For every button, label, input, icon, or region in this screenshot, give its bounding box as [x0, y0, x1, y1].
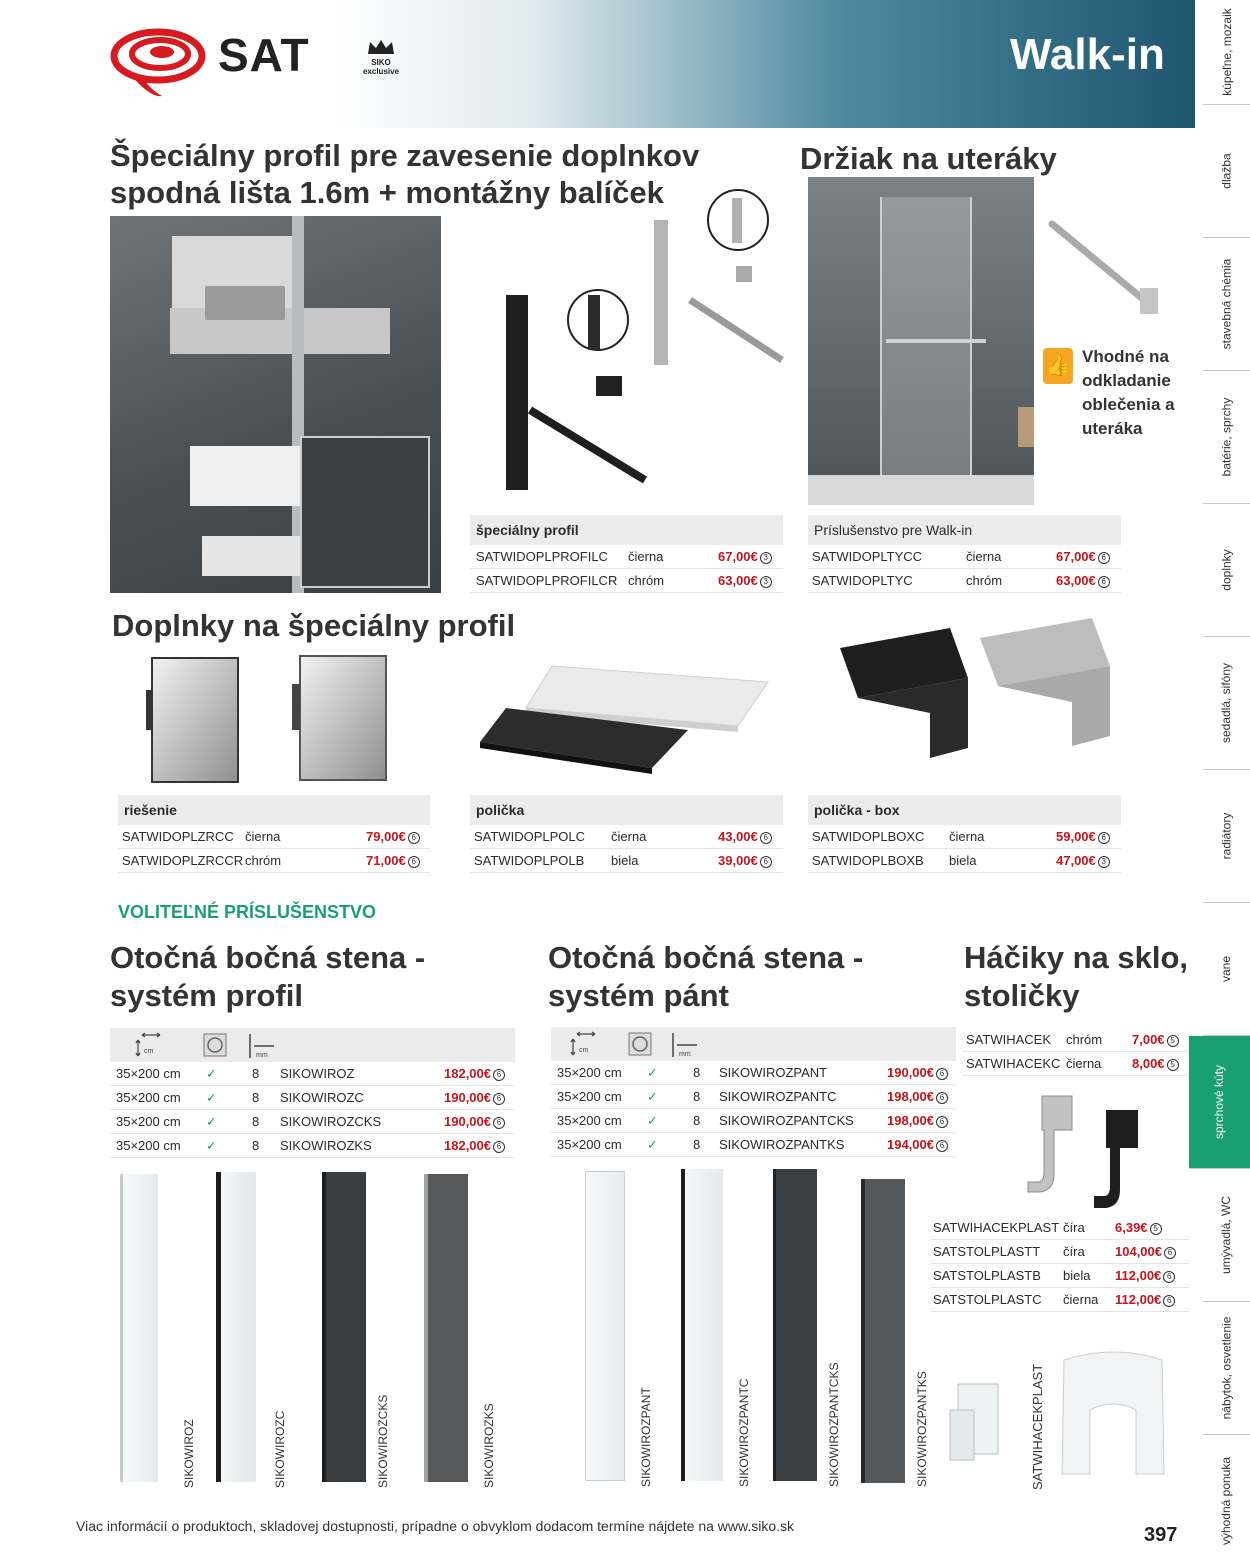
- product-color: čierna: [966, 549, 1002, 564]
- product-price: 7,00€: [1132, 1032, 1165, 1047]
- product-price: 198,00€: [887, 1089, 934, 1104]
- side-tab-label: batérie, sprchy: [1219, 397, 1234, 477]
- section1-title-line1: Špeciálny profil pre zavesenie doplnkov: [110, 138, 700, 173]
- price-cell: [444, 1110, 505, 1134]
- thickness-cell: 8: [252, 1066, 260, 1081]
- glass-panel: [120, 1174, 158, 1482]
- product-color: číra: [1063, 1244, 1085, 1259]
- price-cell: [887, 1109, 948, 1133]
- special-profile-product-image: [470, 180, 790, 510]
- side-tab-doplnky[interactable]: [1203, 504, 1250, 637]
- table-row: [808, 569, 1121, 593]
- table-row: [808, 825, 1121, 849]
- side-tab-radiatory[interactable]: [1203, 770, 1250, 903]
- svg-text:mm: mm: [256, 1052, 268, 1059]
- product-color: biela: [1063, 1268, 1091, 1283]
- siko-exclusive-badge: [356, 38, 406, 76]
- product-price: 190,00€: [444, 1090, 491, 1105]
- side-tab-label: doplnky: [1219, 549, 1234, 591]
- product-color: chróm: [628, 573, 665, 588]
- product-code: SATSTOLPLASTT: [933, 1244, 1041, 1259]
- side-tab-baterie[interactable]: [1203, 371, 1250, 504]
- thickness-icon: [669, 1031, 699, 1059]
- glass-icon: [202, 1032, 228, 1058]
- product-code: SATWIHACEKPLAST: [933, 1220, 1060, 1235]
- plastic-hook-and-stool-image: [944, 1340, 1194, 1490]
- size-cell: 35×200 cm: [557, 1065, 622, 1080]
- section4-title-line1: Otočná bočná stena -: [110, 940, 426, 975]
- product-color: čierna: [611, 829, 647, 844]
- delivery-glyph: 3: [1098, 856, 1110, 868]
- section6-title-line1: Háčiky na sklo,: [964, 940, 1189, 975]
- product-code: SIKOWIROZCKS: [280, 1114, 382, 1129]
- table-row: [962, 1028, 1188, 1052]
- product-code: SIKOWIROZPANTC: [719, 1089, 837, 1104]
- delivery-glyph: 6: [493, 1069, 505, 1081]
- check-icon: ✓: [206, 1090, 217, 1105]
- towel-holder-note: Vhodné na odkladanie oblečenia a uteráka: [1082, 347, 1175, 438]
- product-code: SATWIDOPLZRCC: [122, 829, 234, 844]
- product-code: SIKOWIROZ: [280, 1066, 355, 1081]
- product-price: 71,00€: [366, 853, 406, 868]
- table-row: [931, 1288, 1189, 1312]
- special-profile-price-table: [470, 515, 783, 593]
- delivery-glyph: 6: [1163, 1295, 1175, 1307]
- mirror-product-image: [140, 650, 400, 790]
- delivery-glyph: 5: [1167, 1035, 1179, 1047]
- shower-walkin-photo: [808, 177, 1034, 505]
- delivery-glyph: 5: [1150, 1223, 1162, 1235]
- side-tab-label: radiátory: [1219, 812, 1234, 860]
- product-code: SATWIDOPLTYCC: [812, 549, 923, 564]
- section3-title: Doplnky na špeciálny profil: [112, 608, 516, 643]
- product-price: 190,00€: [444, 1114, 491, 1129]
- price-cell: [444, 1134, 505, 1158]
- side-tab-sprchove-kuty[interactable]: [1189, 1036, 1250, 1169]
- table-header: Príslušenstvo pre Walk-in: [808, 515, 1121, 545]
- panel-label: SIKOWIROZPANTKS: [915, 1371, 929, 1487]
- table-header: polička: [470, 795, 783, 825]
- hinge-system-rows: [551, 1061, 956, 1157]
- side-tab-label: stavebná chémia: [1219, 258, 1234, 350]
- hook-plast-label: SATWIHACEKPLAST: [1030, 1363, 1045, 1490]
- table-row: [962, 1052, 1188, 1076]
- product-color: číra: [1063, 1220, 1085, 1235]
- bathroom-profile-photo: [110, 216, 441, 593]
- product-color: čierna: [245, 829, 281, 844]
- page-number: 397: [1144, 1524, 1178, 1546]
- side-tab-label: dlažba: [1219, 153, 1234, 189]
- product-price: 190,00€: [887, 1065, 934, 1080]
- dimension-icon: [134, 1032, 164, 1058]
- delivery-glyph: 6: [408, 832, 420, 844]
- side-tab-kupelne[interactable]: [1203, 0, 1250, 105]
- delivery-glyph: 6: [936, 1116, 948, 1128]
- product-code: SATWIDOPLZRCCR: [122, 853, 244, 868]
- table-row: [470, 825, 783, 849]
- table-header: polička - box: [808, 795, 1121, 825]
- price-cell: [1132, 1028, 1179, 1052]
- product-price: 43,00€: [718, 829, 758, 844]
- size-cell: 35×200 cm: [557, 1137, 622, 1152]
- product-price: 47,00€: [1056, 853, 1096, 868]
- delivery-glyph: 6: [1098, 576, 1110, 588]
- product-price: 112,00€: [1115, 1292, 1162, 1307]
- table-row: [808, 545, 1121, 569]
- price-cell: [887, 1061, 948, 1085]
- glass-panel: [773, 1169, 817, 1481]
- check-icon: ✓: [206, 1138, 217, 1153]
- table-row: [470, 849, 783, 873]
- table-row: [931, 1264, 1189, 1288]
- size-cell: 35×200 cm: [116, 1138, 181, 1153]
- profile-system-rows: [110, 1062, 515, 1158]
- size-cell: 35×200 cm: [116, 1090, 181, 1105]
- product-color: chróm: [1066, 1032, 1103, 1047]
- section2-title: Držiak na uteráky: [800, 141, 1057, 176]
- check-icon: ✓: [647, 1065, 658, 1080]
- hinge-system-table: [551, 1027, 956, 1157]
- check-icon: ✓: [647, 1113, 658, 1128]
- glass-hooks-product-image: [1020, 1090, 1160, 1210]
- glass-panel: [424, 1174, 468, 1482]
- table-row: [110, 1134, 515, 1158]
- delivery-glyph: 6: [760, 832, 772, 844]
- walkin-accessory-price-table: [808, 515, 1121, 593]
- side-tab-stavebna-chemia[interactable]: [1203, 238, 1250, 371]
- glass-panel: [322, 1172, 366, 1482]
- price-cell: [887, 1085, 948, 1109]
- delivery-glyph: 6: [493, 1093, 505, 1105]
- table-row: [808, 849, 1121, 873]
- dimension-icon: [569, 1031, 599, 1057]
- thickness-cell: 8: [252, 1090, 260, 1105]
- delivery-glyph: 6: [493, 1117, 505, 1129]
- product-code: SATSTOLPLASTB: [933, 1268, 1041, 1283]
- thickness-cell: 8: [693, 1089, 701, 1104]
- thickness-cell: 8: [252, 1138, 260, 1153]
- price-cell: [1132, 1052, 1179, 1076]
- size-cell: 35×200 cm: [116, 1114, 181, 1129]
- thickness-cell: 8: [693, 1137, 701, 1152]
- delivery-glyph: 6: [1163, 1271, 1175, 1283]
- product-code: SIKOWIROZKS: [280, 1138, 372, 1153]
- table-header: [110, 1028, 515, 1062]
- table-row: [931, 1216, 1189, 1240]
- section1-title-line2: spodná lišta 1.6m + montážny balíček: [110, 175, 664, 210]
- product-code: SATWIHACEKC: [966, 1056, 1061, 1071]
- table-header: riešenie: [118, 795, 430, 825]
- towel-holder-product-image: [1044, 216, 1164, 326]
- stools-price-table: [931, 1216, 1189, 1312]
- product-color: chróm: [966, 573, 1003, 588]
- panel-label: SIKOWIROZPANTC: [737, 1378, 751, 1487]
- panel-label: SIKOWIROZCKS: [376, 1394, 390, 1488]
- table-row: [551, 1061, 956, 1085]
- delivery-glyph: 6: [936, 1140, 948, 1152]
- product-price: 59,00€: [1056, 829, 1096, 844]
- panel-label: SIKOWIROZC: [273, 1410, 287, 1488]
- thickness-cell: 8: [693, 1065, 701, 1080]
- table-row: [551, 1109, 956, 1133]
- side-tab-label: umývadlá, WC: [1219, 1195, 1234, 1275]
- delivery-glyph: 6: [1164, 1247, 1176, 1259]
- product-code: SIKOWIROZPANTKS: [719, 1137, 845, 1152]
- glass-panel: [585, 1171, 625, 1481]
- table-row: [118, 849, 430, 873]
- product-price: 63,00€: [718, 573, 758, 588]
- product-code: SATWIDOPLBOXB: [812, 853, 924, 868]
- product-code: SATWIDOPLPOLB: [474, 853, 585, 868]
- product-code: SIKOWIROZC: [280, 1090, 364, 1105]
- product-color: čierna: [628, 549, 664, 564]
- table-row: [931, 1240, 1189, 1264]
- product-code: SIKOWIROZPANTCKS: [719, 1113, 854, 1128]
- product-price: 67,00€: [718, 549, 758, 564]
- thickness-icon: [246, 1032, 276, 1060]
- side-tab-label: vane: [1219, 955, 1234, 983]
- hooks-price-table: [962, 1028, 1188, 1076]
- shelf-box-price-table: [808, 795, 1121, 873]
- panel-label: SIKOWIROZPANT: [639, 1387, 653, 1487]
- section5-title-line1: Otočná bočná stena -: [548, 940, 864, 975]
- delivery-glyph: 3: [760, 552, 772, 564]
- price-cell: [1115, 1216, 1162, 1240]
- price-cell: [887, 1133, 948, 1157]
- product-code: SIKOWIROZPANT: [719, 1065, 828, 1080]
- product-code: SATWIDOPLPROFILCR: [476, 573, 618, 588]
- side-tab-sedadla[interactable]: [1203, 637, 1250, 770]
- product-color: čierna: [1066, 1056, 1102, 1071]
- thumbs-up-icon: 👍: [1043, 348, 1073, 384]
- product-price: 198,00€: [887, 1113, 934, 1128]
- table-row: [118, 825, 430, 849]
- mirror-price-table: [118, 795, 430, 873]
- size-cell: 35×200 cm: [557, 1089, 622, 1104]
- panel-label: SIKOWIROZPANTCKS: [827, 1362, 841, 1487]
- glass-panel: [216, 1172, 256, 1482]
- product-code: SATWIDOPLTYC: [812, 573, 913, 588]
- delivery-glyph: 6: [493, 1141, 505, 1153]
- product-code: SATSTOLPLASTC: [933, 1292, 1042, 1307]
- price-cell: [444, 1062, 505, 1086]
- side-tab-umyvadla[interactable]: [1203, 1169, 1250, 1302]
- hinge-system-panels: [555, 1165, 955, 1490]
- panel-label: SIKOWIROZKS: [482, 1403, 496, 1488]
- glass-panel: [861, 1179, 905, 1483]
- check-icon: ✓: [647, 1137, 658, 1152]
- delivery-glyph: 6: [408, 856, 420, 868]
- price-cell: [1115, 1240, 1176, 1264]
- side-tab-nabytok[interactable]: [1203, 1302, 1250, 1435]
- table-header: [551, 1027, 956, 1061]
- product-code: SATWIDOPLBOXC: [812, 829, 925, 844]
- page-title: Walk-in: [1010, 30, 1165, 79]
- svg-text:mm: mm: [679, 1051, 691, 1058]
- side-tab-label: nábytok, osvetlenie: [1219, 1316, 1234, 1420]
- section4-title-line2: systém profil: [110, 978, 303, 1013]
- profile-system-panels: [110, 1168, 520, 1488]
- product-price: 194,00€: [887, 1137, 934, 1152]
- product-color: biela: [949, 853, 977, 868]
- shelf-product-image: [476, 658, 772, 778]
- category-side-tabs: [1203, 0, 1250, 1567]
- delivery-glyph: 6: [936, 1068, 948, 1080]
- section6-title-line2: stoličky: [964, 978, 1080, 1013]
- table-row: [470, 569, 783, 593]
- side-tab-label: sedadlá, sifóny: [1219, 662, 1234, 744]
- section5-title-line2: systém pánt: [548, 978, 729, 1013]
- product-price: 6,39€: [1115, 1220, 1148, 1235]
- table-row: [470, 545, 783, 569]
- product-code: SATWIDOPLPOLC: [474, 829, 586, 844]
- product-price: 182,00€: [444, 1066, 491, 1081]
- size-cell: 35×200 cm: [116, 1066, 181, 1081]
- glass-panel: [681, 1169, 723, 1481]
- profile-system-table: [110, 1028, 515, 1158]
- badge-line1: SIKO: [371, 58, 391, 67]
- check-icon: ✓: [647, 1089, 658, 1104]
- product-code: SATWIHACEK: [966, 1032, 1051, 1047]
- price-cell: [1115, 1264, 1175, 1288]
- table-row: [110, 1086, 515, 1110]
- size-cell: 35×200 cm: [557, 1113, 622, 1128]
- product-price: 8,00€: [1132, 1056, 1165, 1071]
- product-code: SATWIDOPLPROFILC: [476, 549, 608, 564]
- side-tab-dlazba[interactable]: [1203, 105, 1250, 238]
- price-cell: [1115, 1288, 1175, 1312]
- side-tab-label: výhodná ponuka: [1219, 1456, 1234, 1546]
- thickness-cell: 8: [252, 1114, 260, 1129]
- side-tab-label: sprchové kúty: [1212, 1064, 1227, 1140]
- product-color: biela: [611, 853, 639, 868]
- side-tab-vyhodna-ponuka[interactable]: [1203, 1435, 1250, 1567]
- check-icon: ✓: [206, 1114, 217, 1129]
- shelf-price-table: [470, 795, 783, 873]
- footer-note: Viac informácií o produktoch, skladovej dostupnosti, prípadne o obvyklom dodacom termíne nájdete na www.siko.sk: [76, 1518, 795, 1534]
- product-color: čierna: [1063, 1292, 1099, 1307]
- thickness-cell: 8: [693, 1113, 701, 1128]
- badge-line2: exclusive: [362, 67, 400, 76]
- delivery-glyph: 3: [760, 576, 772, 588]
- delivery-glyph: 6: [1098, 552, 1110, 564]
- svg-text:cm: cm: [144, 1048, 154, 1055]
- delivery-glyph: 6: [760, 856, 772, 868]
- delivery-glyph: 5: [1167, 1059, 1179, 1071]
- product-price: 63,00€: [1056, 573, 1096, 588]
- brand-logo-text: SAT: [218, 29, 310, 81]
- table-row: [110, 1110, 515, 1134]
- sat-logo-icon: [110, 22, 206, 102]
- side-tab-vane[interactable]: [1203, 903, 1250, 1036]
- product-color: chróm: [245, 853, 282, 868]
- check-icon: ✓: [206, 1066, 217, 1081]
- table-row: [551, 1133, 956, 1157]
- side-tab-label: kúpeľne, mozaik: [1219, 8, 1234, 96]
- product-price: 67,00€: [1056, 549, 1096, 564]
- product-price: 112,00€: [1115, 1268, 1162, 1283]
- table-row: [551, 1085, 956, 1109]
- svg-text:cm: cm: [579, 1047, 589, 1054]
- panel-label: SIKOWIROZ: [182, 1419, 196, 1488]
- product-price: 79,00€: [366, 829, 406, 844]
- product-price: 104,00€: [1115, 1244, 1162, 1259]
- optional-accessories-label: VOLITEĽNÉ PRÍSLUŠENSTVO: [118, 902, 377, 922]
- price-cell: [444, 1086, 505, 1110]
- table-header: špeciálny profil: [470, 515, 783, 545]
- product-price: 39,00€: [718, 853, 758, 868]
- product-price: 182,00€: [444, 1138, 491, 1153]
- crown-icon: [366, 38, 396, 56]
- shelf-box-product-image: [830, 618, 1116, 768]
- delivery-glyph: 6: [1098, 832, 1110, 844]
- glass-icon: [627, 1031, 653, 1057]
- product-color: čierna: [949, 829, 985, 844]
- table-row: [110, 1062, 515, 1086]
- delivery-glyph: 6: [936, 1092, 948, 1104]
